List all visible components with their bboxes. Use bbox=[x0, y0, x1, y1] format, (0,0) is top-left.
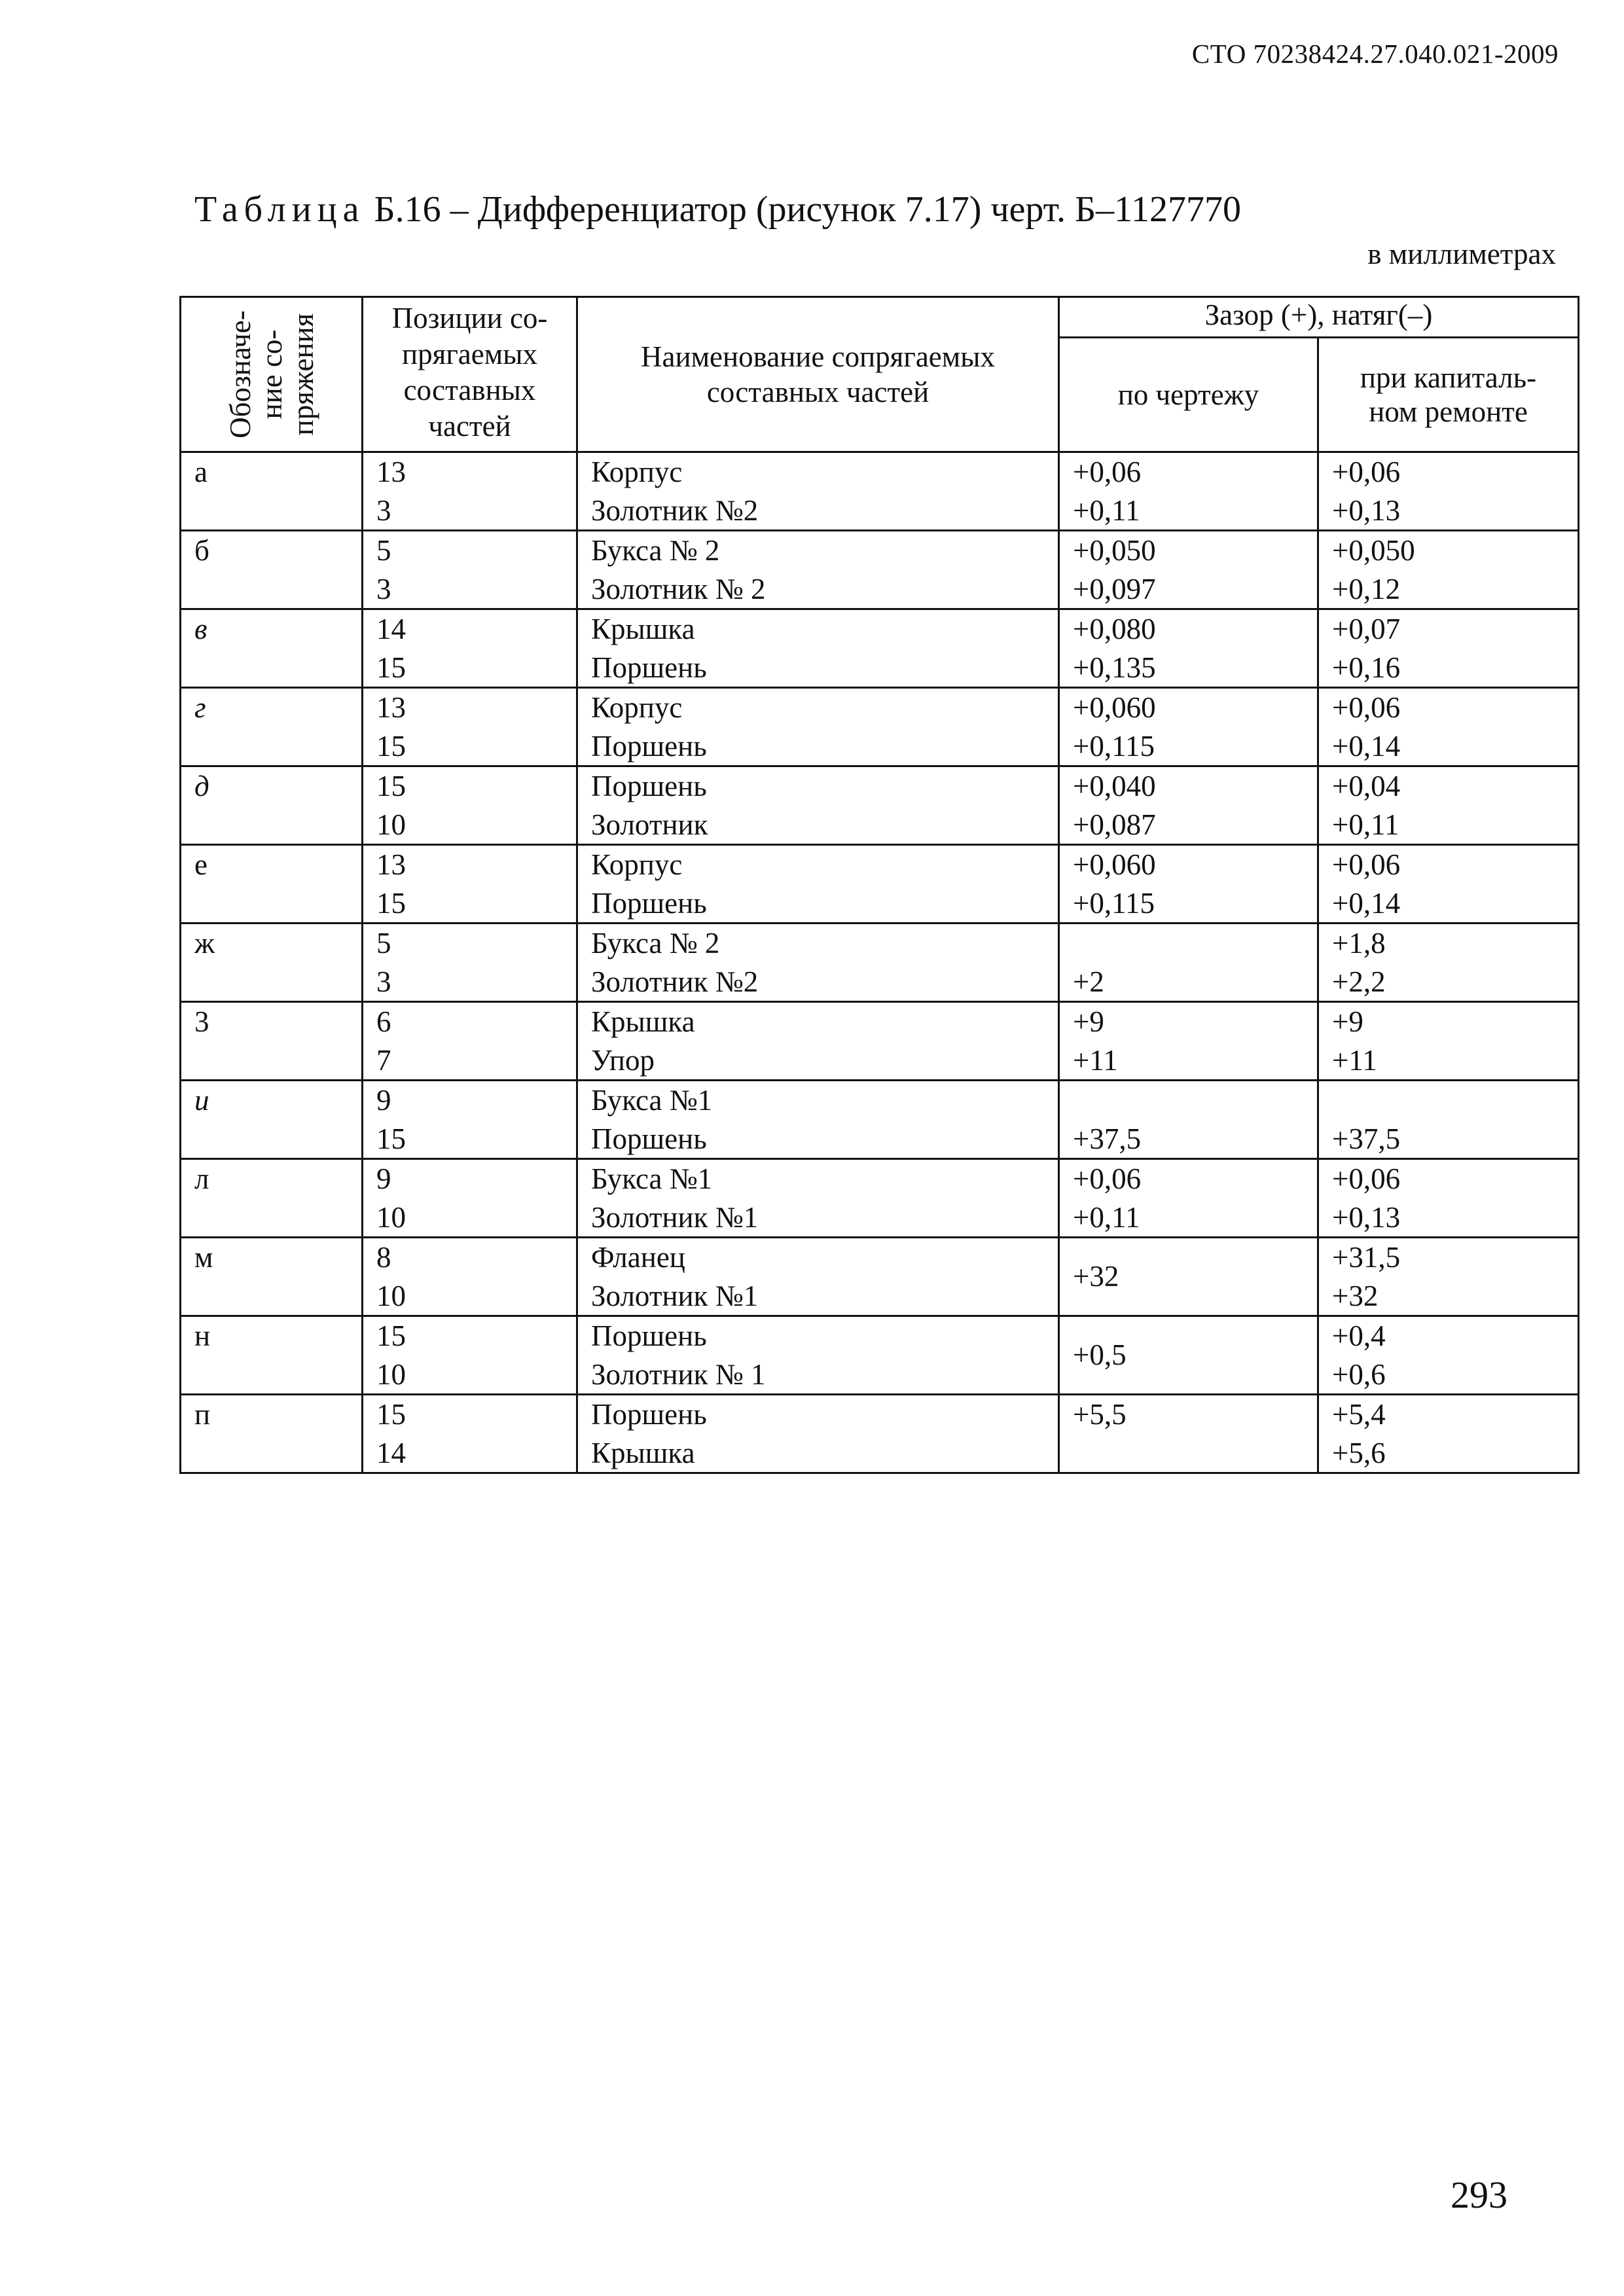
cell-line: 10 bbox=[376, 1279, 406, 1312]
cell-overhaul bbox=[1318, 452, 1579, 531]
cell-line: Букса № 2 bbox=[591, 927, 720, 960]
header-designation-line: пряжения bbox=[286, 313, 319, 436]
cell-line: 13 bbox=[376, 456, 406, 488]
cell-line: е bbox=[194, 848, 208, 881]
cell-line: Золотник №2 bbox=[591, 965, 759, 998]
cell-line: +0,06 bbox=[1332, 691, 1401, 724]
cell-line: в bbox=[194, 613, 208, 645]
cell-line bbox=[1073, 1081, 1317, 1120]
cell-line: м bbox=[194, 1241, 213, 1274]
cell-line: п bbox=[194, 1398, 211, 1431]
cell-line: 15 bbox=[376, 651, 406, 684]
cell-positions bbox=[363, 1238, 577, 1316]
cell-line: +0,06 bbox=[1332, 848, 1401, 881]
cell-line: Золотник № 1 bbox=[591, 1357, 766, 1391]
cell-line: 15 bbox=[376, 729, 406, 762]
differentiator-table bbox=[179, 296, 1579, 1474]
cell-line: 6 bbox=[376, 1005, 391, 1038]
cell-designation bbox=[181, 1159, 363, 1238]
cell-line: +9 bbox=[1332, 1005, 1363, 1038]
cell-line: а bbox=[194, 456, 208, 488]
cell-line: 15 bbox=[376, 770, 406, 802]
cell-line: +0,06 bbox=[1332, 1162, 1401, 1195]
header-designation-line: ние со- bbox=[255, 329, 288, 420]
cell-line: +0,060 bbox=[1073, 848, 1156, 881]
cell-positions bbox=[363, 1316, 577, 1395]
table-row bbox=[181, 1081, 1579, 1159]
page-number: 293 bbox=[1451, 2174, 1507, 2216]
cell-by-drawing bbox=[1059, 1395, 1318, 1473]
cell-line: +0,13 bbox=[1332, 493, 1401, 527]
cell-part-names bbox=[577, 1081, 1059, 1159]
table-body bbox=[181, 452, 1579, 1473]
cell-overhaul bbox=[1318, 1081, 1579, 1159]
table-row bbox=[181, 1395, 1579, 1473]
table-caption-label: Таблица bbox=[194, 189, 365, 230]
table-row bbox=[181, 531, 1579, 609]
cell-designation bbox=[181, 845, 363, 924]
table-row bbox=[181, 766, 1579, 845]
cell-line: 14 bbox=[376, 613, 406, 645]
cell-line: +0,5 bbox=[1073, 1338, 1127, 1372]
cell-by-drawing bbox=[1059, 766, 1318, 845]
header-designation-line: Обозначе- bbox=[223, 310, 257, 439]
cell-by-drawing bbox=[1059, 609, 1318, 688]
cell-designation bbox=[181, 1395, 363, 1473]
header-designation bbox=[181, 297, 363, 452]
cell-positions bbox=[363, 609, 577, 688]
cell-line: 8 bbox=[376, 1241, 391, 1274]
cell-line: +0,115 bbox=[1073, 886, 1155, 920]
cell-overhaul bbox=[1318, 766, 1579, 845]
cell-line: +32 bbox=[1332, 1279, 1379, 1312]
table-caption bbox=[194, 188, 1241, 230]
cell-line: +0,16 bbox=[1332, 651, 1401, 684]
cell-line: 10 bbox=[376, 1357, 406, 1391]
cell-line: +2,2 bbox=[1332, 965, 1386, 998]
cell-line: Фланец bbox=[591, 1241, 685, 1274]
cell-line: +5,6 bbox=[1332, 1436, 1386, 1469]
table-row bbox=[181, 609, 1579, 688]
cell-line: Поршень bbox=[591, 1122, 707, 1155]
cell-positions bbox=[363, 1395, 577, 1473]
cell-line bbox=[1073, 1434, 1317, 1473]
cell-part-names bbox=[577, 1395, 1059, 1473]
cell-designation bbox=[181, 1002, 363, 1081]
cell-line: +0,04 bbox=[1332, 770, 1401, 802]
cell-line: +0,06 bbox=[1332, 456, 1401, 488]
cell-overhaul bbox=[1318, 531, 1579, 609]
cell-part-names bbox=[577, 766, 1059, 845]
cell-line: 15 bbox=[376, 886, 406, 920]
cell-part-names bbox=[577, 1159, 1059, 1238]
table-row bbox=[181, 1238, 1579, 1316]
cell-line: Поршень bbox=[591, 1319, 707, 1352]
header-gap-interference: Зазор (+), натяг(–) bbox=[1059, 297, 1579, 338]
cell-line: ж bbox=[194, 927, 215, 960]
cell-by-drawing bbox=[1059, 845, 1318, 924]
header-part-names bbox=[577, 297, 1059, 452]
cell-part-names bbox=[577, 1316, 1059, 1395]
cell-line: +2 bbox=[1073, 965, 1104, 998]
cell-line: 9 bbox=[376, 1084, 391, 1117]
table-row bbox=[181, 845, 1579, 924]
cell-line: г bbox=[194, 691, 206, 724]
cell-line: б bbox=[194, 534, 209, 567]
cell-line: Золотник №2 bbox=[591, 493, 759, 527]
document-code: СТО 70238424.27.040.021-2009 bbox=[1191, 39, 1559, 69]
cell-line: +0,4 bbox=[1332, 1319, 1386, 1352]
cell-designation bbox=[181, 766, 363, 845]
cell-positions bbox=[363, 924, 577, 1002]
cell-line: +0,11 bbox=[1073, 1200, 1140, 1234]
cell-line: Крышка bbox=[591, 1005, 695, 1038]
cell-line: +0,07 bbox=[1332, 613, 1401, 645]
table-container bbox=[179, 296, 1578, 1474]
cell-line: +1,8 bbox=[1332, 927, 1386, 960]
cell-designation bbox=[181, 1316, 363, 1395]
header-positions-line: Позиции со- bbox=[391, 302, 548, 334]
cell-line: 10 bbox=[376, 1200, 406, 1234]
cell-line: Букса №1 bbox=[591, 1084, 713, 1117]
table-row bbox=[181, 924, 1579, 1002]
cell-line: 10 bbox=[376, 808, 406, 841]
cell-positions bbox=[363, 1002, 577, 1081]
cell-line: Букса № 2 bbox=[591, 534, 720, 567]
cell-line: 15 bbox=[376, 1319, 406, 1352]
cell-line: 13 bbox=[376, 848, 406, 881]
header-positions bbox=[363, 297, 577, 452]
cell-positions bbox=[363, 845, 577, 924]
cell-line: +0,14 bbox=[1332, 729, 1401, 762]
cell-line: +5,5 bbox=[1073, 1398, 1127, 1431]
table-row bbox=[181, 452, 1579, 531]
cell-line: 15 bbox=[376, 1398, 406, 1431]
cell-overhaul bbox=[1318, 1395, 1579, 1473]
table-header bbox=[181, 297, 1579, 452]
cell-overhaul bbox=[1318, 609, 1579, 688]
table-row bbox=[181, 1002, 1579, 1081]
cell-line: +0,050 bbox=[1332, 534, 1415, 567]
header-part-names-line: составных частей bbox=[706, 376, 929, 408]
table-row bbox=[181, 688, 1579, 766]
cell-line: 13 bbox=[376, 691, 406, 724]
cell-line bbox=[1073, 924, 1317, 963]
cell-line: +32 bbox=[1073, 1260, 1119, 1293]
cell-line: Поршень bbox=[591, 886, 707, 920]
cell-part-names bbox=[577, 924, 1059, 1002]
cell-overhaul bbox=[1318, 688, 1579, 766]
table-caption-text: Б.16 – Дифференциатор (рисунок 7.17) черт. Б–1127770 bbox=[374, 189, 1242, 230]
cell-line: +0,050 bbox=[1073, 534, 1156, 567]
cell-line: +9 bbox=[1073, 1005, 1104, 1038]
cell-line: +37,5 bbox=[1073, 1122, 1142, 1155]
cell-designation bbox=[181, 609, 363, 688]
header-designation-text bbox=[225, 310, 319, 439]
cell-positions bbox=[363, 1159, 577, 1238]
cell-part-names bbox=[577, 845, 1059, 924]
cell-designation bbox=[181, 1238, 363, 1316]
cell-line: 15 bbox=[376, 1122, 406, 1155]
cell-line: л bbox=[194, 1162, 209, 1195]
cell-line: Крышка bbox=[591, 613, 695, 645]
cell-line: Упор bbox=[591, 1043, 655, 1077]
cell-line: Золотник bbox=[591, 808, 708, 841]
cell-by-drawing bbox=[1059, 1002, 1318, 1081]
header-positions-line: частей bbox=[428, 410, 511, 442]
cell-line: Золотник № 2 bbox=[591, 572, 766, 605]
cell-line bbox=[1332, 1081, 1578, 1120]
cell-overhaul bbox=[1318, 845, 1579, 924]
cell-by-drawing bbox=[1059, 452, 1318, 531]
cell-line: д bbox=[194, 770, 209, 802]
cell-part-names bbox=[577, 688, 1059, 766]
cell-by-drawing bbox=[1059, 531, 1318, 609]
cell-line: Поршень bbox=[591, 651, 707, 684]
header-by-drawing: по чертежу bbox=[1059, 338, 1318, 452]
cell-overhaul bbox=[1318, 1238, 1579, 1316]
cell-designation bbox=[181, 924, 363, 1002]
cell-line: +0,11 bbox=[1332, 808, 1399, 841]
cell-line: Корпус bbox=[591, 456, 683, 488]
cell-line: и bbox=[194, 1084, 209, 1117]
cell-part-names bbox=[577, 1238, 1059, 1316]
cell-line: 3 bbox=[194, 1005, 209, 1038]
cell-line: 9 bbox=[376, 1162, 391, 1195]
cell-line: +0,040 bbox=[1073, 770, 1156, 802]
cell-overhaul bbox=[1318, 1316, 1579, 1395]
cell-line: +0,087 bbox=[1073, 808, 1156, 841]
cell-by-drawing bbox=[1059, 1316, 1318, 1395]
cell-line: Букса №1 bbox=[591, 1162, 713, 1195]
cell-line: +0,097 bbox=[1073, 572, 1156, 605]
cell-line: +0,080 bbox=[1073, 613, 1156, 645]
cell-line: 14 bbox=[376, 1436, 406, 1469]
cell-line: Поршень bbox=[591, 770, 707, 802]
header-overhaul-line: при капиталь- bbox=[1360, 361, 1537, 394]
cell-by-drawing bbox=[1059, 688, 1318, 766]
header-overhaul-line: ном ремонте bbox=[1369, 395, 1528, 428]
cell-line: Поршень bbox=[591, 729, 707, 762]
cell-designation bbox=[181, 1081, 363, 1159]
cell-positions bbox=[363, 531, 577, 609]
cell-by-drawing bbox=[1059, 1238, 1318, 1316]
cell-designation bbox=[181, 531, 363, 609]
cell-line: н bbox=[194, 1319, 211, 1352]
table-row bbox=[181, 1316, 1579, 1395]
cell-line: Поршень bbox=[591, 1398, 707, 1431]
header-positions-line: прягаемых bbox=[402, 338, 537, 370]
cell-by-drawing bbox=[1059, 924, 1318, 1002]
cell-line: +0,13 bbox=[1332, 1200, 1401, 1234]
cell-positions bbox=[363, 766, 577, 845]
cell-line: 5 bbox=[376, 534, 391, 567]
cell-by-drawing bbox=[1059, 1081, 1318, 1159]
cell-line: +0,11 bbox=[1073, 493, 1140, 527]
cell-line: +11 bbox=[1332, 1043, 1377, 1077]
cell-line: +0,135 bbox=[1073, 651, 1156, 684]
cell-line: 7 bbox=[376, 1043, 391, 1077]
cell-line: +0,14 bbox=[1332, 886, 1401, 920]
cell-part-names bbox=[577, 1002, 1059, 1081]
cell-line: 3 bbox=[376, 965, 391, 998]
cell-overhaul bbox=[1318, 1159, 1579, 1238]
units-note: в миллиметрах bbox=[1367, 238, 1556, 270]
table-row bbox=[181, 1159, 1579, 1238]
cell-part-names bbox=[577, 609, 1059, 688]
cell-line: +0,06 bbox=[1073, 456, 1142, 488]
cell-designation bbox=[181, 688, 363, 766]
cell-line: +31,5 bbox=[1332, 1241, 1401, 1274]
cell-line: Крышка bbox=[591, 1436, 695, 1469]
cell-positions bbox=[363, 688, 577, 766]
header-part-names-line: Наименование сопрягаемых bbox=[641, 340, 995, 373]
cell-line: Корпус bbox=[591, 691, 683, 724]
cell-part-names bbox=[577, 452, 1059, 531]
cell-line: 5 bbox=[376, 927, 391, 960]
cell-overhaul bbox=[1318, 1002, 1579, 1081]
cell-line: +5,4 bbox=[1332, 1398, 1386, 1431]
header-positions-line: составных bbox=[403, 374, 536, 406]
cell-line: +37,5 bbox=[1332, 1122, 1401, 1155]
cell-line: Корпус bbox=[591, 848, 683, 881]
cell-by-drawing bbox=[1059, 1159, 1318, 1238]
cell-positions bbox=[363, 1081, 577, 1159]
cell-part-names bbox=[577, 531, 1059, 609]
header-overhaul bbox=[1318, 338, 1579, 452]
cell-line: +11 bbox=[1073, 1043, 1118, 1077]
cell-line: +0,115 bbox=[1073, 729, 1155, 762]
cell-line: 3 bbox=[376, 493, 391, 527]
cell-line: +0,12 bbox=[1332, 572, 1401, 605]
cell-overhaul bbox=[1318, 924, 1579, 1002]
cell-line: 3 bbox=[376, 572, 391, 605]
cell-line: +0,060 bbox=[1073, 691, 1156, 724]
cell-line: +0,6 bbox=[1332, 1357, 1386, 1391]
cell-line: Золотник №1 bbox=[591, 1200, 759, 1234]
cell-designation bbox=[181, 452, 363, 531]
cell-line: Золотник №1 bbox=[591, 1279, 759, 1312]
cell-positions bbox=[363, 452, 577, 531]
cell-line: +0,06 bbox=[1073, 1162, 1142, 1195]
